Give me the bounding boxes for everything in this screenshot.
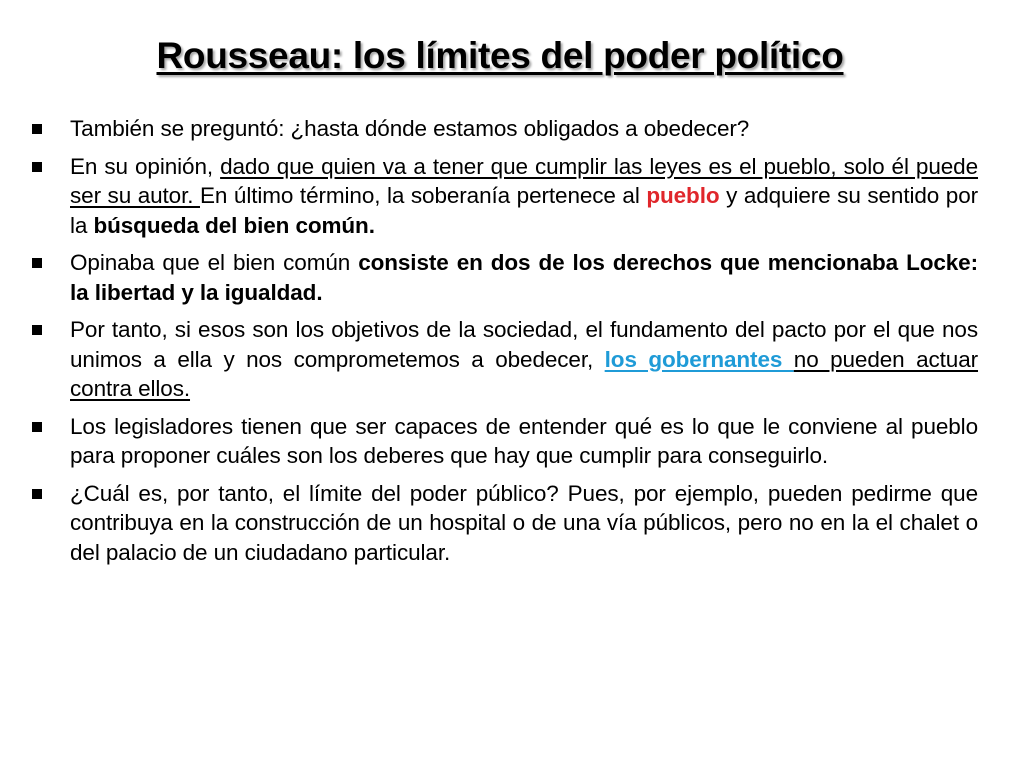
bullet-item [32, 248, 978, 307]
square-bullet-icon [32, 162, 42, 172]
bullet-text: En último término, la soberanía pertenece al [200, 183, 647, 208]
bold-text: búsqueda del bien común. [93, 212, 375, 238]
square-bullet-icon [32, 124, 42, 134]
bullet-item [32, 114, 978, 144]
square-bullet-icon [32, 489, 42, 499]
slide-title-text: Rousseau: los límites del poder político [156, 35, 844, 76]
bullet-text: y adquiere su sentido por la [70, 183, 979, 238]
slide-title [0, 34, 1000, 78]
bullet-text: ¿Cuál es, por tanto, el límite del poder público? Pues, por ejemplo, pueden pedirme que contribuya en la construcción de un hospital o de una vía públicos, pero no en la el chalet o del palacio de un ciudadano particular. [70, 480, 978, 565]
bullet-text: Opinaba que el bien común [70, 250, 359, 275]
bullet-item [32, 315, 978, 404]
square-bullet-icon [32, 258, 42, 268]
square-bullet-icon [32, 422, 42, 432]
bullet-item [32, 479, 978, 568]
bullet-text: En su opinión, [70, 153, 221, 179]
bullet-text: También se preguntó: ¿hasta dónde estamos obligados a obedecer? [70, 116, 750, 141]
bullet-item [32, 152, 978, 241]
bullet-item [32, 412, 978, 471]
bullet-text: Los legisladores tienen que ser capaces de entender qué es lo que le conviene al pueblo para proponer cuáles son los deberes que hay que cumplir para conseguirlo. [70, 413, 978, 468]
bullet-list [32, 114, 978, 575]
bullet-text: Por tanto, si esos son los objetivos de la sociedad, el fundamento del pacto por el que nos unimos a ella y nos comprometemos a obedecer, [70, 317, 978, 372]
square-bullet-icon [32, 325, 42, 335]
gobernantes-link[interactable]: los gobernantes [604, 346, 794, 372]
bold-text: consiste en dos de los derechos que mencionaba Locke: la libertad y la igualdad. [70, 250, 978, 305]
underlined-text: no pueden actuar contra ellos. [70, 346, 979, 401]
underlined-text: dado que quien va a tener que cumplir las leyes es el pueblo, solo él puede ser su autor. [70, 153, 979, 208]
emphasis-red-text: pueblo [646, 183, 720, 208]
